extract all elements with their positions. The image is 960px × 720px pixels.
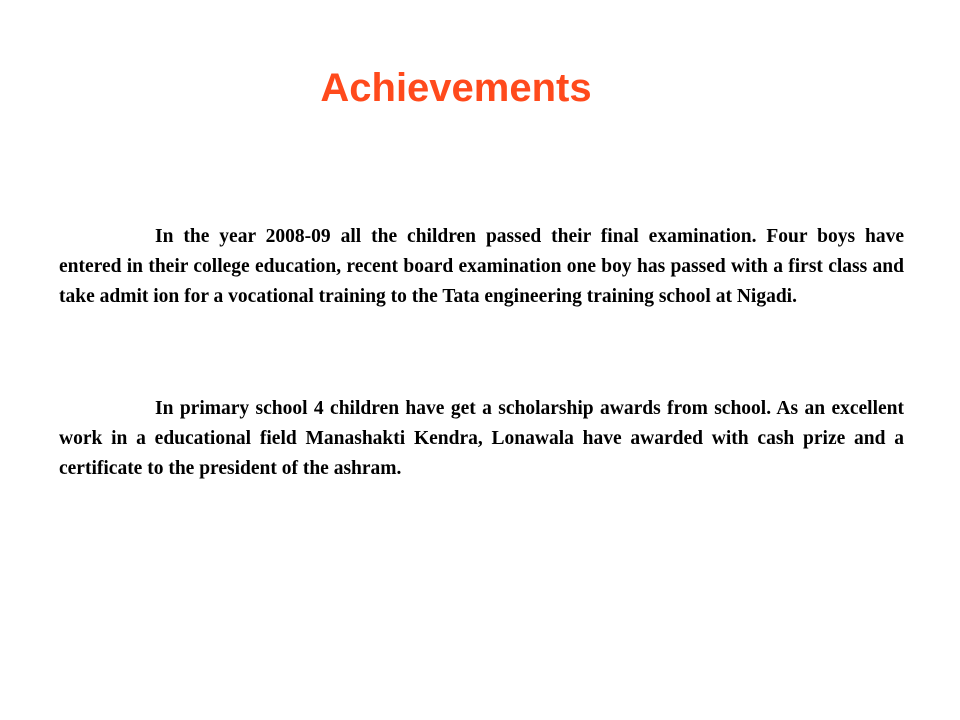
paragraph-examination-results: In the year 2008-09 all the children passed their final examination. Four boys have entered in their college education, recent board examination one boy has passed with a first class and take admit ion for a vocational training to the Tata engineering training school at Nigadi. <box>59 226 904 307</box>
paragraph-scholarship-awards: In primary school 4 children have get a scholarship awards from school. As an excellent work in a educational field Manashakti Kendra, Lonawala have awarded with cash prize and a certificate to the president of the ashram. <box>59 398 904 479</box>
slide-title: Achievements <box>320 66 592 110</box>
